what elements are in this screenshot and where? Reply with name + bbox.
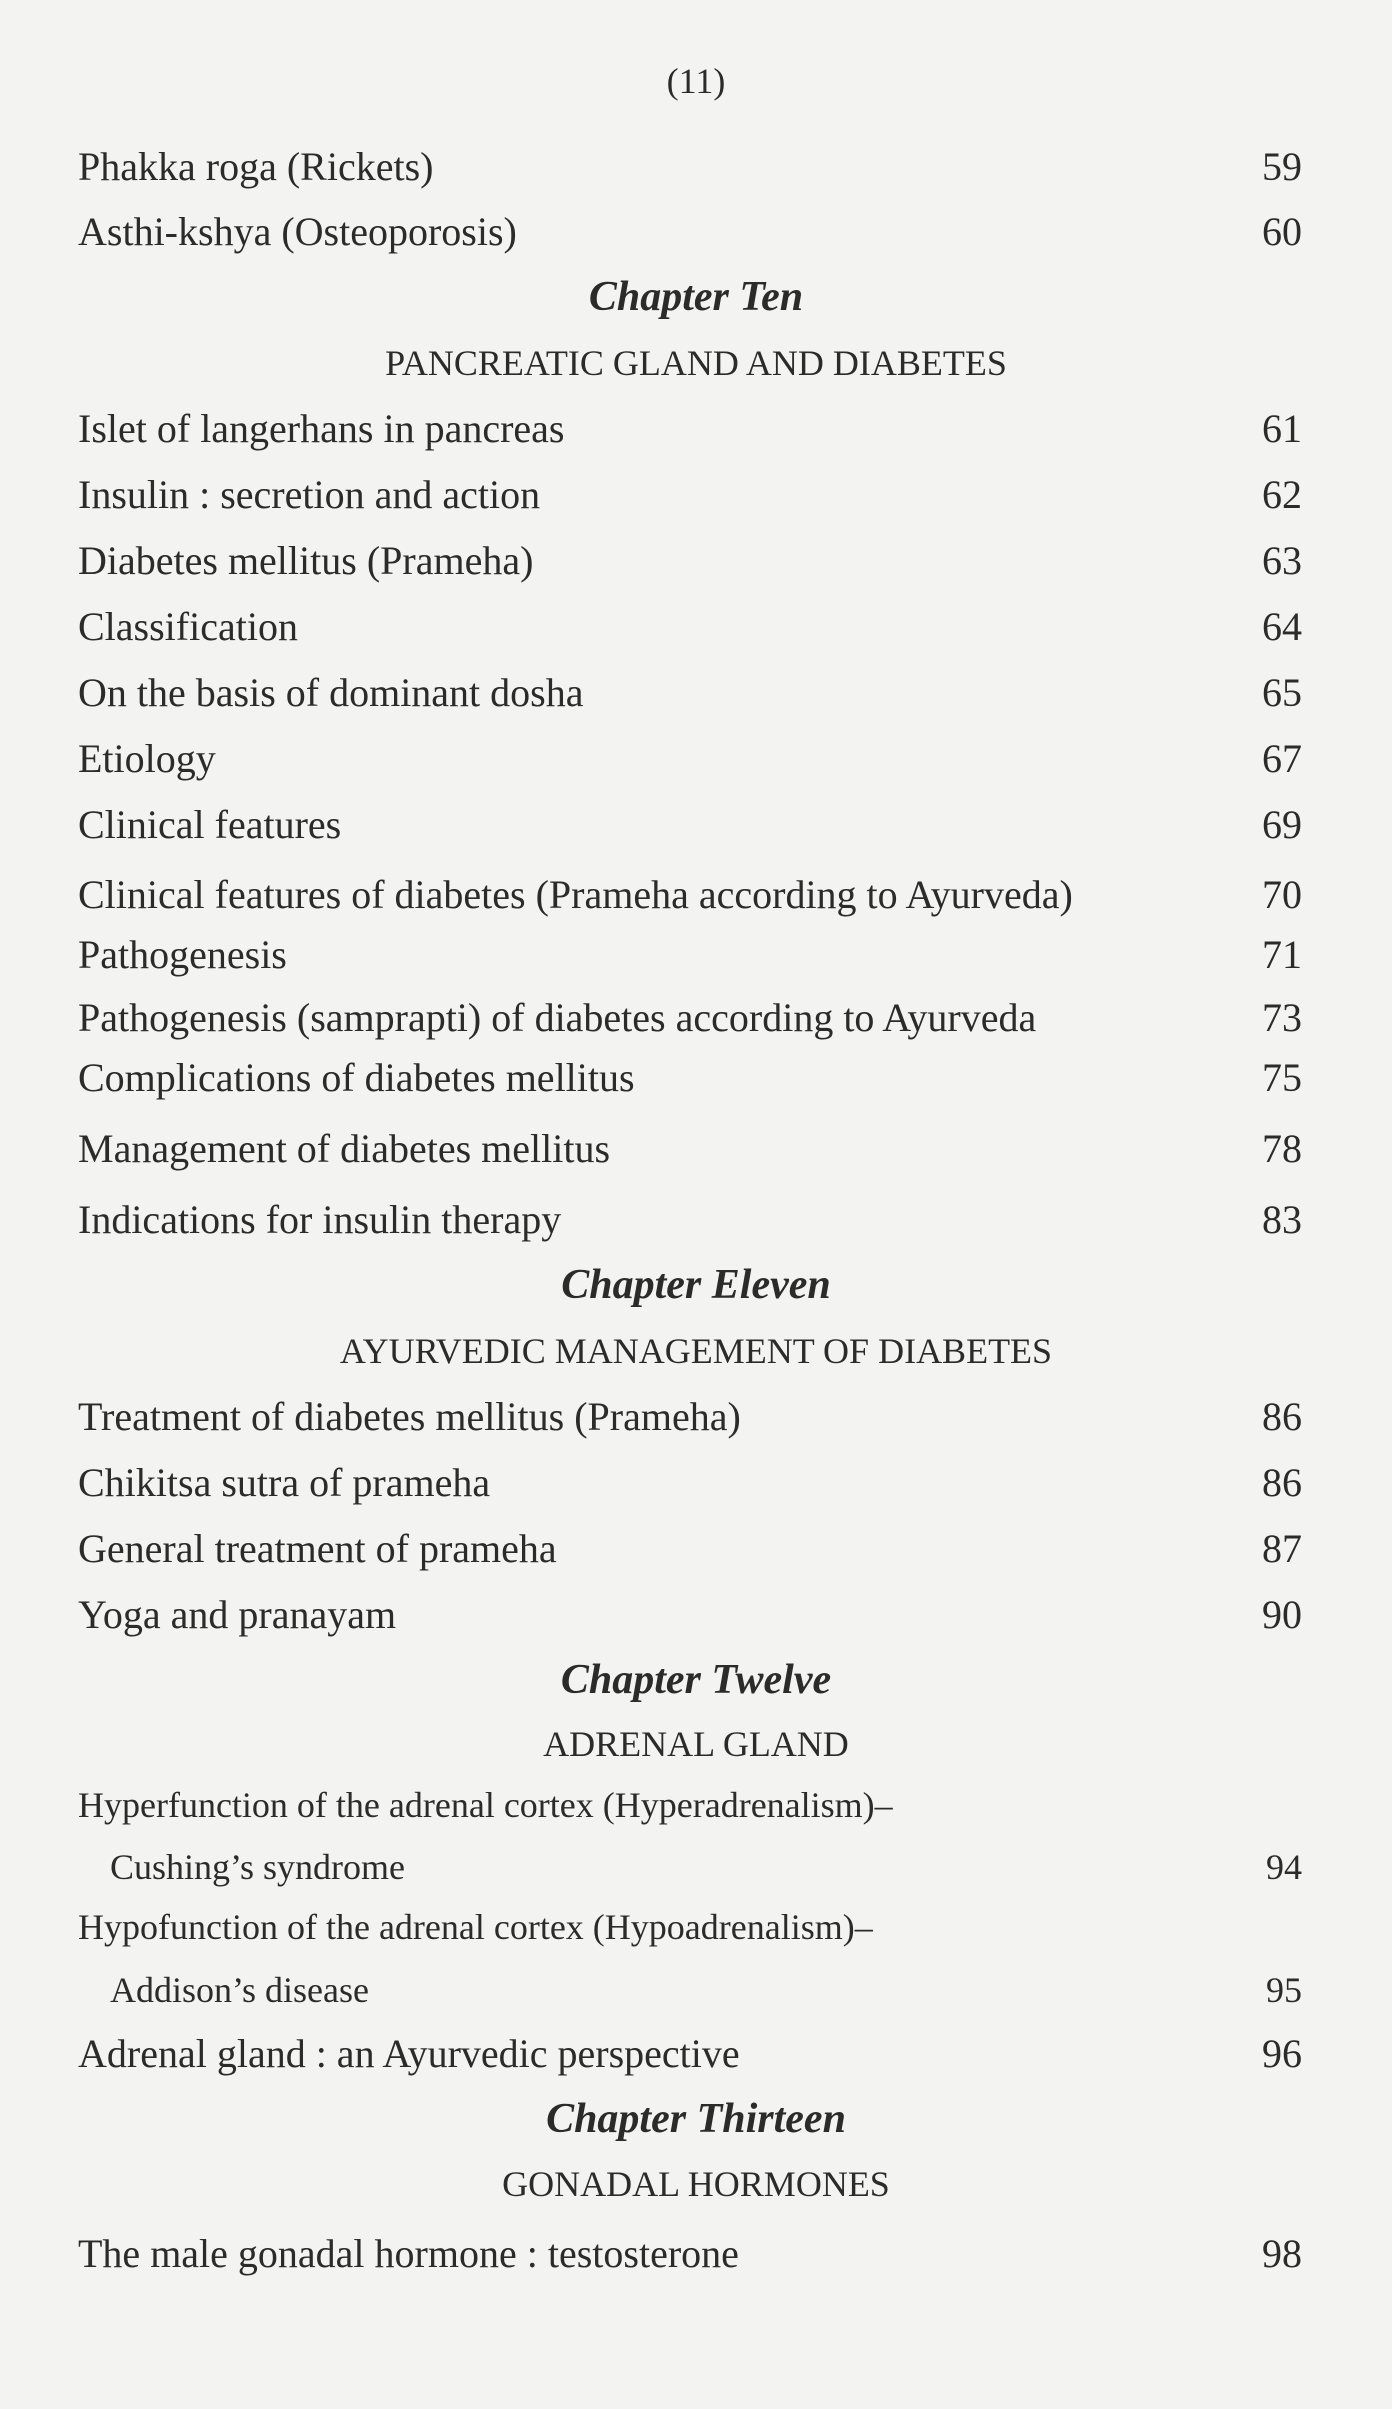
toc-entry-page: 62: [1262, 472, 1302, 517]
toc-entry: [78, 668, 1302, 718]
toc-entry: [78, 734, 1302, 784]
toc-entry-page: 96: [1262, 2031, 1302, 2076]
toc-entry: [78, 1780, 1302, 1830]
toc-entry-title: Diabetes mellitus (Prameha): [78, 538, 534, 583]
toc-entry-page: 90: [1262, 1592, 1302, 1637]
toc-entry-page: 70: [1262, 872, 1302, 917]
toc-entry: [78, 602, 1302, 652]
toc-entry-title: Etiology: [78, 736, 216, 781]
chapter-heading: Chapter Thirteen: [546, 2096, 846, 2142]
toc-entry: [78, 536, 1302, 586]
section-heading: PANCREATIC GLAND AND DIABETES: [385, 343, 1007, 383]
toc-entry-page: 75: [1262, 1055, 1302, 1100]
chapter-heading: Chapter Ten: [588, 274, 804, 320]
toc-entry: [78, 2029, 1302, 2079]
toc-entry-title: Hypofunction of the adrenal cortex (Hypoadrenalism)–: [78, 1907, 873, 1947]
toc-entry-title: Adrenal gland : an Ayurvedic perspective: [78, 2031, 740, 2076]
page-number: (11): [666, 61, 726, 101]
section-heading: GONADAL HORMONES: [502, 2164, 890, 2204]
toc-entry-title: Complications of diabetes mellitus: [78, 1055, 635, 1100]
toc-entry-title: Insulin : secretion and action: [78, 472, 541, 517]
toc-entry: [78, 207, 1302, 257]
toc-entry-title: Clinical features of diabetes (Prameha according to Ayurveda): [78, 872, 1073, 917]
toc-entry-title: On the basis of dominant dosha: [78, 670, 584, 715]
toc-entry-title: Classification: [78, 604, 298, 649]
toc-entry: [78, 1965, 1302, 2015]
toc-entry-title: Yoga and pranayam: [78, 1592, 397, 1637]
toc-entry-title: Indications for insulin therapy: [78, 1197, 562, 1242]
toc-entry-title: Clinical features: [78, 802, 342, 847]
toc-entry-title: General treatment of prameha: [78, 1526, 557, 1571]
toc-entry: [78, 470, 1302, 520]
toc-entry-page: 65: [1262, 670, 1302, 715]
toc-entry-page: 94: [1266, 1847, 1302, 1887]
toc-entry-title: Addison’s disease: [110, 1970, 369, 2010]
toc-entry-title: Chikitsa sutra of prameha: [78, 1460, 491, 1505]
toc-entry-page: 95: [1266, 1970, 1302, 2010]
toc-entry-page: 78: [1262, 1126, 1302, 1171]
toc-entry-page: 87: [1262, 1526, 1302, 1571]
toc-entry-page: 63: [1262, 538, 1302, 583]
toc-entry-title: Phakka roga (Rickets): [78, 144, 434, 189]
toc-entry-page: 60: [1262, 209, 1302, 254]
toc-entry: [78, 404, 1302, 454]
toc-entry: [78, 1124, 1302, 1174]
section-heading: ADRENAL GLAND: [543, 1724, 849, 1764]
toc-entry: [78, 1524, 1302, 1574]
toc-entry-page: 98: [1262, 2231, 1302, 2276]
toc-entry: [78, 1053, 1302, 1103]
toc-entry-page: 83: [1262, 1197, 1302, 1242]
toc-entry-page: 61: [1262, 406, 1302, 451]
toc-entry-title: Cushing’s syndrome: [110, 1847, 406, 1887]
toc-entry: [78, 1590, 1302, 1640]
toc-entry-title: Islet of langerhans in pancreas: [78, 406, 565, 451]
toc-entry-page: 69: [1262, 802, 1302, 847]
toc-entry-title: Pathogenesis (samprapti) of diabetes according to Ayurveda: [78, 995, 1037, 1040]
toc-entry-page: 73: [1262, 995, 1302, 1040]
toc-entry: [78, 1195, 1302, 1245]
toc-entry-title: Management of diabetes mellitus: [78, 1126, 611, 1171]
toc-entry-page: 86: [1262, 1394, 1302, 1439]
toc-entry-page: 64: [1262, 604, 1302, 649]
toc-entry: [78, 1458, 1302, 1508]
toc-entry-title: Hyperfunction of the adrenal cortex (Hyperadrenalism)–: [78, 1785, 893, 1825]
toc-entry: [78, 930, 1302, 980]
toc-entry-title: Asthi-kshya (Osteoporosis): [78, 209, 517, 254]
toc-entry-title: Treatment of diabetes mellitus (Prameha): [78, 1394, 741, 1439]
toc-entry-page: 71: [1262, 932, 1302, 977]
toc-entry: [78, 1842, 1302, 1892]
toc-entry: [78, 2229, 1302, 2279]
chapter-heading: Chapter Eleven: [561, 1262, 831, 1308]
toc-entry-title: The male gonadal hormone : testosterone: [78, 2231, 739, 2276]
toc-entry-page: 59: [1262, 144, 1302, 189]
section-heading: AYURVEDIC MANAGEMENT OF DIABETES: [339, 1331, 1053, 1371]
toc-entry: [78, 1902, 1302, 1952]
toc-entry-title: Pathogenesis: [78, 932, 287, 977]
toc-entry: [78, 993, 1302, 1043]
toc-entry: [78, 800, 1302, 850]
toc-entry: [78, 1392, 1302, 1442]
toc-entry: [78, 870, 1302, 920]
toc-entry-page: 86: [1262, 1460, 1302, 1505]
toc-entry-page: 67: [1262, 736, 1302, 781]
chapter-heading: Chapter Twelve: [560, 1657, 832, 1703]
toc-entry: [78, 142, 1302, 192]
